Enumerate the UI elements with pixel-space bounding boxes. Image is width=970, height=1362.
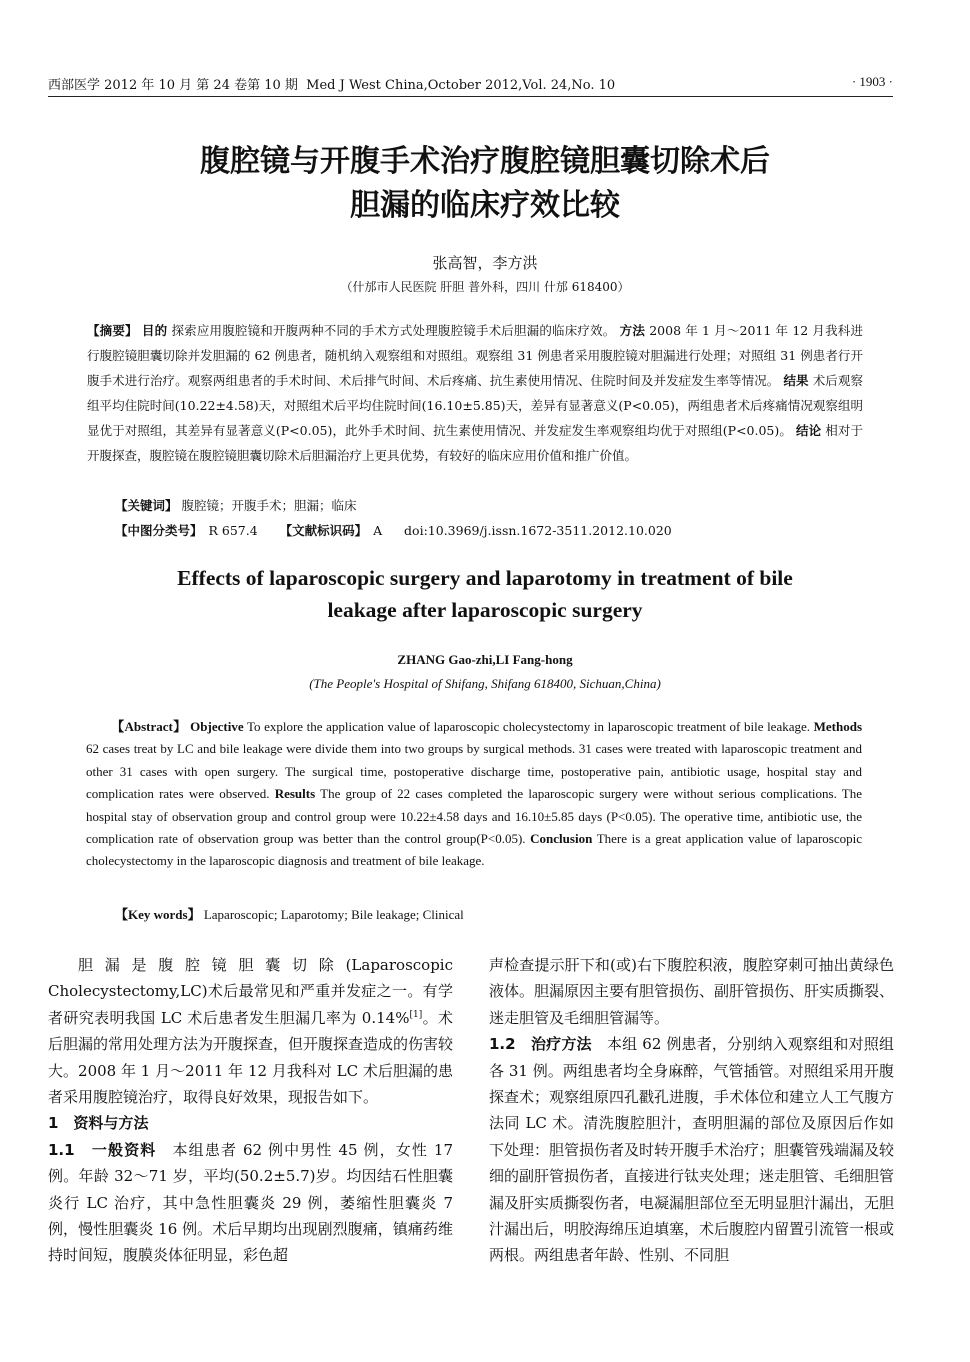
en-keywords-label: 【Key words】 (115, 907, 201, 922)
methods-text: 2008 年 1 月～2011 年 12 月我科进行腹腔镜胆囊切除并发胆漏的 62 例患者，随机纳入观察组和对照组。观察组 31 例患者采用腹腔镜对胆漏进行处理；对照组 31 例患者行开腹手术进行治疗。观察两组患者的手术时间、术后排气时间、术后疼痛、抗生素使用情况、住院时间及并发症发生率等情况。 (87, 323, 863, 388)
keywords-text: 腹腔镜；开腹手术；胆漏；临床 (181, 498, 357, 513)
body-column-left (48, 952, 453, 1269)
subsection-1-2-text: 本组 62 例患者，分别纳入观察组和对照组各 31 例。两组患者均全身麻醉，气管插管。对照组采用开腹探查术；观察组原四孔戳孔进腹，手术体位和建立人工气腹方法同 LC 术。清洗腹腔胆汁，查明胆漏的部位及原因后作如下处理：胆管损伤者及时转开腹手术治疗；胆囊管残端漏及较细的副肝管损伤者，直接进行钛夹处理；迷走胆管、毛细胆管漏及肝实质撕裂伤者，电凝漏胆部位至无明显胆汁漏出，无胆汁漏出后，明胶海绵压迫填塞，术后腹腔内留置引流管一根或两根。两组患者年龄、性别、不同胆 (489, 1035, 895, 1265)
en-conclusion-text: There is a great application value of laparoscopic cholecystectomy in the laparoscopic diagnosis and treatment of bile leakage. (86, 831, 863, 869)
objective-text: 探索应用腹腔镜和开腹两种不同的手术方式处理腹腔镜手术后胆漏的临床疗效。 (171, 323, 616, 338)
en-conclusion-label: Conclusion (530, 831, 593, 847)
english-keywords (115, 904, 865, 923)
en-methods-label: Methods (813, 719, 862, 734)
english-title-line-2: leakage after laparoscopic surgery (327, 598, 643, 622)
running-header (48, 74, 893, 94)
en-methods-text: 62 cases treat by LC and bile leakage were divide them into two groups by surgical methods. 31 cases were treated with laparoscopic treatment and other 31 cases with open surgery. The surgical time, postoperative discharge time, postoperative pain, antibiotic usage, hospital stay and complication rates were observed. (86, 741, 862, 802)
doi: doi:10.3969/j.issn.1672-3511.2012.10.020 (404, 523, 672, 538)
subsection-1-1-text: 本组患者 62 例中男性 45 例，女性 17 例。年龄 32～71 岁，平均(50.2±5.7)岁。均因结石性胆囊炎行 LC 治疗，其中急性胆囊炎 29 例，萎缩性胆囊炎 7 例，慢性胆囊炎 16 例。术后早期均出现剧烈腹痛，镇痛药维持时间短，腹膜炎体征明显，彩色超 (48, 1140, 453, 1265)
classification-line (115, 521, 875, 539)
body-column-right (489, 952, 894, 1269)
page-number: · 1903 · (851, 74, 893, 89)
english-title (60, 562, 910, 626)
en-results-text: The group of 22 cases completed the laparoscopic surgery were without serious complications. The hospital stay of observation group and control group were 10.22±4.58 days and 16.10±5.85 days (P<0.05). The operative time, antibiotic use, the complication rate of observation group was better than the control group(P<0.05). (86, 786, 863, 847)
chinese-title-line-2: 胆漏的临床疗效比较 (350, 188, 620, 223)
english-title-line-1: Effects of laparoscopic surgery and laparotomy in treatment of bile (177, 566, 793, 590)
section-heading-1: 1 资料与方法 (48, 1114, 149, 1133)
doccode-value: A (373, 523, 383, 538)
chinese-keywords (115, 496, 865, 514)
objective-label: 目的 (141, 323, 168, 338)
intro-text-b: 。术后胆漏的常用处理方法为开腹探查，但开腹探查造成的伤害较大。2008 年 1 月～2011 年 12 月我科对 LC 术后胆漏的患者采用腹腔镜治疗，取得良好效果，现报告如下。 (48, 1008, 454, 1107)
results-text: 术后观察组平均住院时间(10.22±4.58)天，对照组术后平均住院时间(16.10±5.85)天，差异有显著意义(P<0.05)，两组患者术后疼痛情况观察组明显优于对照组，其差异有显著意义(P<0.05)，此外手术时间、抗生素使用情况、并发症发生率观察组均优于对照组(P<0.05)。 (87, 373, 863, 438)
methods-label: 方法 (619, 323, 646, 338)
chinese-title (60, 140, 910, 228)
en-objective-text: To explore the application value of laparoscopic cholecystectomy in laparoscopic treatment of bile leakage. (246, 719, 811, 734)
chinese-authors: 张高智，李方洪 (432, 254, 538, 272)
header-divider (48, 96, 893, 97)
conclusion-text: 相对于开腹探查，腹腔镜在腹腔镜胆囊切除术后胆漏治疗上更具优势，有较好的临床应用价值和推广价值。 (87, 423, 863, 463)
chinese-title-line-1: 腹腔镜与开腹手术治疗腹腔镜胆囊切除术后 (200, 144, 770, 179)
subsection-1-1-label: 1.1 一般资料 (48, 1140, 157, 1159)
continued-paragraph: 声检查提示肝下和(或)右下腹腔积液，腹腔穿刺可抽出黄绿色液体。胆漏原因主要有胆管损伤、副肝管损伤、肝实质撕裂、迷走胆管及毛细胆管漏等。 (489, 956, 895, 1027)
en-objective-label: Objective (190, 719, 244, 734)
clc-value: R 657.4 (208, 523, 258, 538)
keywords-label: 【关键词】 (115, 498, 178, 513)
english-abstract (86, 716, 862, 873)
results-label: 结果 (783, 373, 809, 388)
citation-ref: [1] (409, 1009, 423, 1020)
en-results-label: Results (274, 786, 316, 802)
chinese-abstract (87, 318, 863, 468)
en-abstract-label: 【Abstract】 (111, 719, 187, 734)
doccode-label: 【文献标识码】 (279, 523, 368, 538)
english-authors: ZHANG Gao-zhi,LI Fang-hong (397, 652, 573, 667)
subsection-1-2-label: 1.2 治疗方法 (489, 1035, 592, 1054)
conclusion-label: 结论 (796, 423, 822, 438)
journal-en: Med J West China,October 2012,Vol. 24,No. 10 (306, 78, 616, 93)
abstract-label: 【摘要】 (87, 323, 138, 338)
journal-cn: 西部医学 2012 年 10 月 第 24 卷第 10 期 (48, 78, 298, 93)
english-affiliation: (The People's Hospital of Shifang, Shifang 618400, Sichuan,China) (309, 676, 661, 691)
journal-citation (48, 74, 615, 93)
clc-label: 【中图分类号】 (115, 523, 203, 538)
en-keywords-text: Laparoscopic; Laparotomy; Bile leakage; Clinical (203, 907, 464, 922)
chinese-affiliation: （什邡市人民医院 肝胆 普外科，四川 什邡 618400） (340, 280, 630, 294)
intro-paragraph (48, 952, 453, 1110)
intro-text-a: 胆漏是腹腔镜胆囊切除(Laparoscopic Cholecystectomy,LC)术后最常见和严重并发症之一。有学者研究表明我国 LC 术后患者发生胆漏几率为 0.14% (48, 956, 453, 1027)
subsection-1-1 (48, 1137, 453, 1269)
subsection-1-2 (489, 1031, 894, 1269)
